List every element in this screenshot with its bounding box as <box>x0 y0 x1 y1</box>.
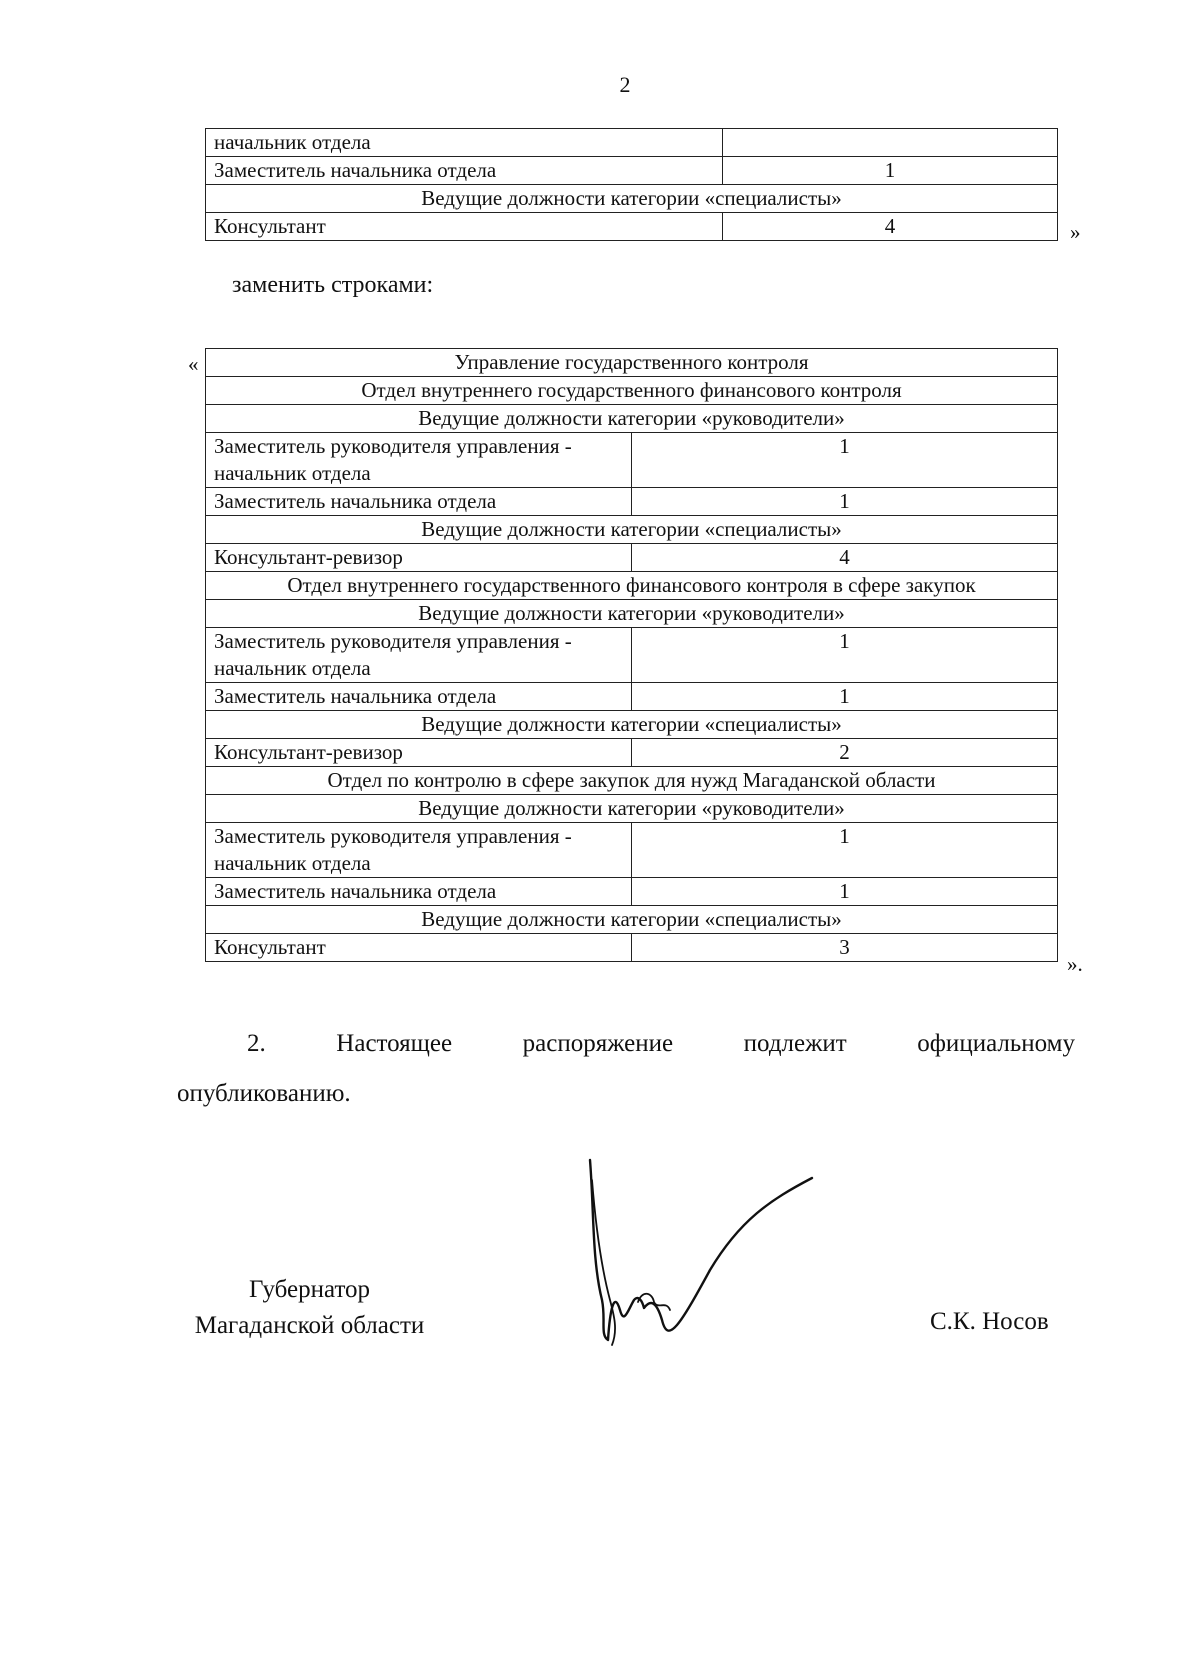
section-header-cell: Отдел по контролю в сфере закупок для нужд Магаданской области <box>206 767 1058 795</box>
table-row <box>206 213 1058 241</box>
position-name-cell: Консультант-ревизор <box>206 544 632 572</box>
table-row <box>206 433 1058 488</box>
position-count-cell: 4 <box>723 213 1058 241</box>
section-header-cell: Ведущие должности категории «руководители» <box>206 795 1058 823</box>
position-count-cell: 1 <box>632 433 1058 488</box>
position-name-cell <box>206 628 632 683</box>
table-row <box>206 795 1058 823</box>
section-header-cell: Управление государственного контроля <box>206 349 1058 377</box>
position-count-cell: 4 <box>632 544 1058 572</box>
position-name-cell: Консультант <box>206 934 632 962</box>
position-name-line1: Заместитель руководителя управления - <box>214 824 572 848</box>
table-row <box>206 185 1058 213</box>
publication-paragraph-end: опубликованию. <box>177 1080 351 1107</box>
table-row <box>206 767 1058 795</box>
position-count-cell: 1 <box>632 628 1058 683</box>
section-header-cell: Отдел внутреннего государственного финансового контроля <box>206 377 1058 405</box>
table-row <box>206 600 1058 628</box>
table-row <box>206 906 1058 934</box>
position-name-line1: Заместитель руководителя управления - <box>214 434 572 458</box>
position-name-cell: Консультант <box>206 213 723 241</box>
position-name-line2: начальник отдела <box>214 461 371 485</box>
position-count-cell: 1 <box>632 683 1058 711</box>
signatory-title <box>177 1272 442 1344</box>
section-header-cell: Ведущие должности категории «руководители» <box>206 600 1058 628</box>
table-row <box>206 349 1058 377</box>
table-row <box>206 823 1058 878</box>
position-count-cell <box>723 129 1058 157</box>
table-row <box>206 405 1058 433</box>
position-name-cell: начальник отдела <box>206 129 723 157</box>
table-row <box>206 516 1058 544</box>
signatory-title-line1: Губернатор <box>248 1276 371 1303</box>
table-row <box>206 739 1058 767</box>
table-row <box>206 683 1058 711</box>
table-row <box>206 934 1058 962</box>
position-name-cell <box>206 433 632 488</box>
section-header-cell: Ведущие должности категории «специалисты» <box>206 906 1058 934</box>
old-staff-table <box>205 128 1058 241</box>
section-header-cell: Ведущие должности категории «специалисты» <box>206 711 1058 739</box>
new-staff-table <box>205 348 1058 962</box>
closing-quote-final: ». <box>1067 952 1083 976</box>
position-name-line2: начальник отдела <box>214 656 371 680</box>
section-header-cell: Ведущие должности категории «руководители» <box>206 405 1058 433</box>
opening-quote: « <box>188 352 199 376</box>
table-row <box>206 157 1058 185</box>
table-row <box>206 878 1058 906</box>
table-row <box>206 628 1058 683</box>
table-row <box>206 129 1058 157</box>
position-name-cell: Заместитель начальника отдела <box>206 683 632 711</box>
position-name-cell: Заместитель начальника отдела <box>206 157 723 185</box>
publication-paragraph: 2. Настоящее распоряжение подлежит официальному <box>247 1030 1075 1057</box>
handwritten-signature <box>580 1150 820 1390</box>
position-name-cell: Заместитель начальника отдела <box>206 488 632 516</box>
section-header-cell: Ведущие должности категории «специалисты» <box>206 185 1058 213</box>
position-name-cell: Консультант-ревизор <box>206 739 632 767</box>
table-row <box>206 488 1058 516</box>
position-count-cell: 1 <box>632 823 1058 878</box>
position-count-cell: 3 <box>632 934 1058 962</box>
table-row <box>206 377 1058 405</box>
table-row <box>206 544 1058 572</box>
replace-instruction: заменить строками: <box>232 272 434 298</box>
signatory-title-line2: Магаданской области <box>194 1312 425 1339</box>
position-count-cell: 1 <box>632 488 1058 516</box>
position-name-line1: Заместитель руководителя управления - <box>214 629 572 653</box>
position-count-cell: 2 <box>632 739 1058 767</box>
position-name-line2: начальник отдела <box>214 851 371 875</box>
page-number: 2 <box>619 72 631 97</box>
position-count-cell: 1 <box>632 878 1058 906</box>
position-name-cell <box>206 823 632 878</box>
position-name-cell: Заместитель начальника отдела <box>206 878 632 906</box>
table-row <box>206 572 1058 600</box>
section-header-cell: Отдел внутреннего государственного финансового контроля в сфере закупок <box>206 572 1058 600</box>
position-count-cell: 1 <box>723 157 1058 185</box>
signatory-name: С.К. Носов <box>930 1308 1049 1335</box>
section-header-cell: Ведущие должности категории «специалисты» <box>206 516 1058 544</box>
table-row <box>206 711 1058 739</box>
closing-quote: » <box>1070 220 1081 244</box>
